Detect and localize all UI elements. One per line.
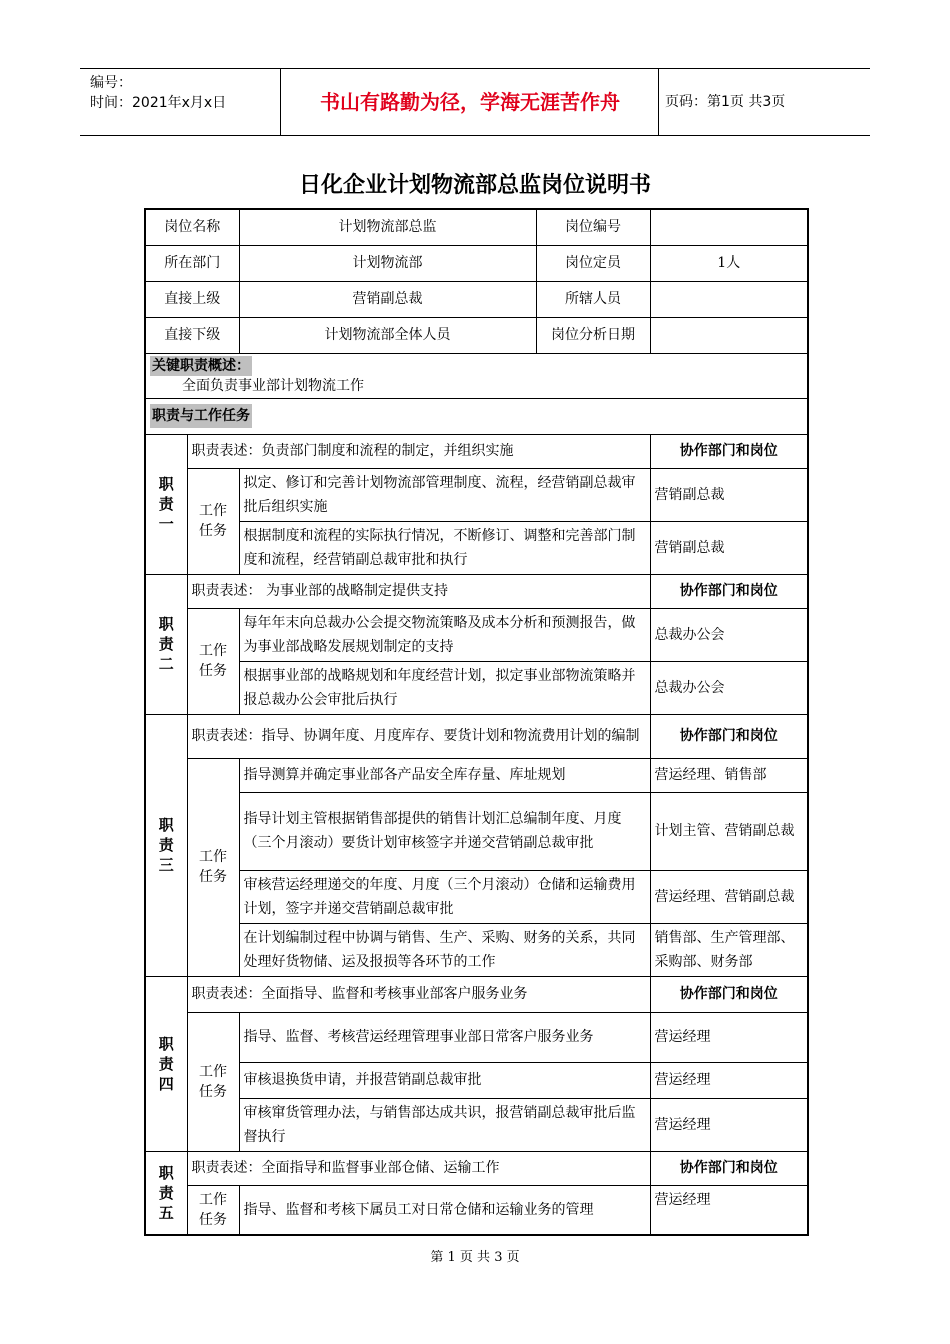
job-name-value: 计划物流部总监	[239, 209, 536, 245]
task-text: 每年年末向总裁办公会提交物流策略及成本分析和预测报告，做为事业部战略发展规划制定的支持	[239, 608, 650, 661]
task-text: 审核窜货管理办法，与销售部达成共识，报营销副总裁审批后监督执行	[239, 1098, 650, 1151]
managed-label: 所辖人员	[536, 281, 650, 317]
superior-label: 直接上级	[145, 281, 239, 317]
duty-statement: 职责表述： 为事业部的战略制定提供支持	[187, 574, 650, 608]
job-code-label: 岗位编号	[536, 209, 650, 245]
summary-label: 关键职责概述：	[152, 357, 250, 374]
duty-statement: 职责表述：指导、协调年度、月度库存、要货计划和物流费用计划的编制	[187, 714, 650, 758]
dept-label: 所在部门	[145, 245, 239, 281]
coop-header: 协作部门和岗位	[650, 574, 808, 608]
time-label: 时间：2021年x月x日	[90, 95, 227, 111]
coop-header: 协作部门和岗位	[650, 976, 808, 1012]
task-text: 审核营运经理递交的年度、月度（三个月滚动）仓储和运输费用计划，签字并递交营销副总裁审批	[239, 870, 650, 923]
analysis-date-label: 岗位分析日期	[536, 317, 650, 353]
task-text: 根据制度和流程的实际执行情况，不断修订、调整和完善部门制度和流程，经营销副总裁审批和执行	[239, 521, 650, 574]
task-coop: 销售部、生产管理部、采购部、财务部	[650, 923, 808, 976]
task-coop: 营销副总裁	[650, 521, 808, 574]
coop-header: 协作部门和岗位	[650, 1151, 808, 1185]
task-coop: 计划主管、营销副总裁	[650, 792, 808, 870]
duty-name: 职 责 二	[145, 574, 187, 714]
task-text: 指导测算并确定事业部各产品安全库存量、库址规划	[239, 758, 650, 792]
task-coop: 营运经理	[650, 1098, 808, 1151]
superior-value: 营销副总裁	[239, 281, 536, 317]
task-text: 根据事业部的战略规划和年度经营计划，拟定事业部物流策略并报总裁办公会审批后执行	[239, 661, 650, 714]
job-description-table	[144, 208, 809, 1236]
task-text: 拟定、修订和完善计划物流部管理制度、流程，经营销副总裁审批后组织实施	[239, 468, 650, 521]
duties-heading-cell	[145, 398, 808, 434]
task-text: 指导、监督和考核下属员工对日常仓储和运输业务的管理	[239, 1185, 650, 1235]
subordinate-label: 直接下级	[145, 317, 239, 353]
number-label: 编号：	[90, 75, 132, 91]
job-code-value	[650, 209, 808, 245]
subordinate-value: 计划物流部全体人员	[239, 317, 536, 353]
duty-name: 职 责 一	[145, 434, 187, 574]
headcount-label: 岗位定员	[536, 245, 650, 281]
task-coop: 总裁办公会	[650, 608, 808, 661]
document-title: 日化企业计划物流部总监岗位说明书	[298, 173, 651, 198]
duty-statement: 职责表述：全面指导和监督事业部仓储、运输工作	[187, 1151, 650, 1185]
page-footer: 第 1 页 共 3 页	[430, 1250, 520, 1265]
task-text: 指导计划主管根据销售部提供的销售计划汇总编制年度、月度（三个月滚动）要货计划审核签字并递交营销副总裁审批	[239, 792, 650, 870]
dept-value: 计划物流部	[239, 245, 536, 281]
task-label: 工作 任务	[187, 608, 239, 714]
task-coop: 营运经理	[650, 1062, 808, 1098]
task-text: 审核退换货申请，并报营销副总裁审批	[239, 1062, 650, 1098]
task-coop: 营运经理、营销副总裁	[650, 870, 808, 923]
task-text: 在计划编制过程中协调与销售、生产、采购、财务的关系，共同处理好货物储、运及报损等各环节的工作	[239, 923, 650, 976]
duty-name: 职 责 五	[145, 1151, 187, 1235]
duty-name: 职 责 三	[145, 714, 187, 976]
task-label: 工作 任务	[187, 468, 239, 574]
task-coop: 营销副总裁	[650, 468, 808, 521]
headcount-value: 1人	[650, 245, 808, 281]
task-label: 工作 任务	[187, 1012, 239, 1151]
motto: 书山有路勤为径，学海无涯苦作舟	[320, 90, 620, 114]
duties-heading: 职责与工作任务	[150, 404, 252, 428]
header-meta	[90, 73, 280, 113]
coop-header: 协作部门和岗位	[650, 434, 808, 468]
duty-name: 职 责 四	[145, 976, 187, 1151]
duty-statement: 职责表述：全面指导、监督和考核事业部客户服务业务	[187, 976, 650, 1012]
task-text: 指导、监督、考核营运经理管理事业部日常客户服务业务	[239, 1012, 650, 1062]
task-coop: 营运经理、销售部	[650, 758, 808, 792]
task-label: 工作 任务	[187, 758, 239, 976]
page-header	[80, 68, 870, 136]
task-label: 工作 任务	[187, 1185, 239, 1235]
managed-value	[650, 281, 808, 317]
coop-header: 协作部门和岗位	[650, 714, 808, 758]
analysis-date-value	[650, 317, 808, 353]
summary-text: 全面负责事业部计划物流工作	[182, 377, 364, 394]
task-coop: 营运经理	[650, 1012, 808, 1062]
job-name-label: 岗位名称	[145, 209, 239, 245]
task-coop: 总裁办公会	[650, 661, 808, 714]
page-number: 页码：第1页 共3页	[665, 94, 786, 110]
task-coop: 营运经理	[650, 1185, 808, 1235]
summary-cell	[145, 353, 808, 398]
duty-statement: 职责表述：负责部门制度和流程的制定，并组织实施	[187, 434, 650, 468]
